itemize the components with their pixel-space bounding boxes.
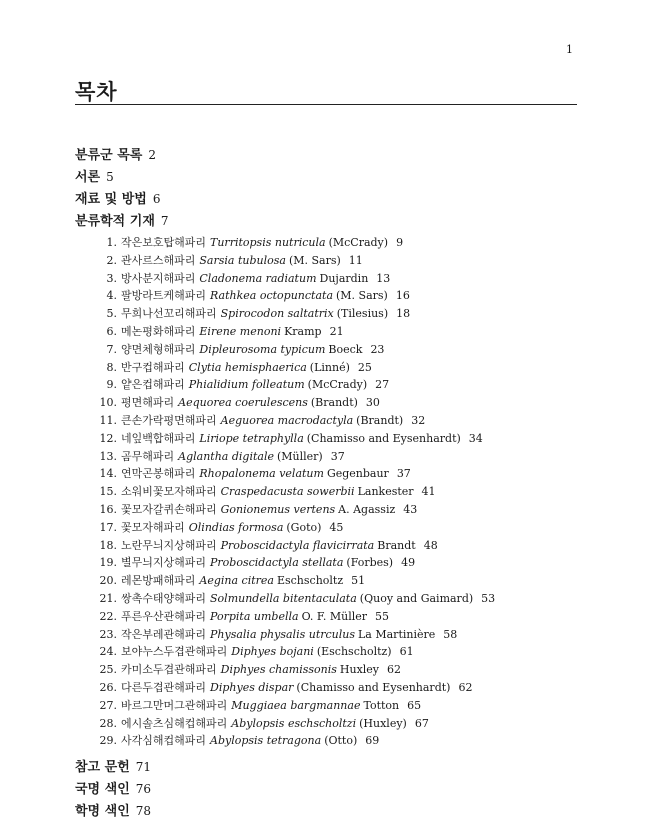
entry-author: (Otto) — [324, 734, 358, 748]
entry-author: Dujardin — [319, 271, 369, 285]
entry-korean-name: 꽃모자해파리 — [121, 520, 185, 534]
entry-korean-name: 소워비꽃모자해파리 — [121, 485, 217, 499]
toc-entry[interactable] — [75, 483, 577, 501]
entry-scientific-name: Diphyes bojani — [231, 645, 314, 659]
entry-author: (Chamisso and Eysenhardt) — [296, 680, 451, 694]
entry-scientific-name: Eirene menoni — [199, 324, 282, 338]
entry-korean-name: 카미소두겹관해파리 — [121, 663, 217, 677]
toc-entry[interactable] — [75, 590, 577, 608]
toc-entry[interactable] — [75, 501, 577, 519]
entry-korean-name: 다른두겹관해파리 — [121, 680, 207, 694]
entry-number: 25. — [99, 663, 117, 677]
toc-section-label: 학명 색인 — [75, 804, 130, 820]
entry-korean-name: 메논평화해파리 — [121, 324, 196, 338]
entry-scientific-name: Diphyes chamissonis — [220, 663, 337, 677]
entry-korean-name: 평면해파리 — [121, 396, 175, 410]
toc-entry[interactable] — [75, 270, 577, 288]
entry-scientific-name: Proboscidactyla flavicirrata — [220, 538, 375, 552]
toc-entry[interactable] — [75, 341, 577, 359]
entry-korean-name: 얕은컵해파리 — [121, 378, 185, 392]
entry-page: 30 — [365, 396, 380, 410]
entry-page: 32 — [411, 413, 426, 427]
entry-number: 12. — [99, 431, 117, 445]
entry-scientific-name: Porpita umbella — [210, 609, 299, 623]
toc-entry[interactable] — [75, 252, 577, 270]
entry-korean-name: 푸른우산관해파리 — [121, 609, 207, 623]
entry-scientific-name: Gonionemus vertens — [220, 502, 336, 516]
entry-scientific-name: Solmundella bitentaculata — [210, 591, 357, 605]
entry-number: 23. — [99, 627, 117, 641]
toc-section-row[interactable] — [75, 188, 577, 210]
entry-korean-name: 사각심해컵해파리 — [121, 734, 207, 748]
entry-scientific-name: Phialidium folleatum — [188, 378, 305, 392]
toc-entry[interactable] — [75, 376, 577, 394]
entry-page: 43 — [403, 502, 418, 516]
entry-korean-name: 무희나선꼬리해파리 — [121, 307, 217, 321]
entry-author: (Brandt) — [356, 413, 404, 427]
entry-page: 69 — [365, 734, 380, 748]
entry-scientific-name: Aequorea coerulescens — [178, 396, 308, 410]
entry-korean-name: 노란무늬지상해파리 — [121, 538, 217, 552]
entry-author: O. F. Müller — [301, 609, 367, 623]
toc-section-label: 참고 문헌 — [75, 760, 130, 776]
entry-number: 17. — [99, 520, 117, 534]
entry-korean-name: 관사르스해파리 — [121, 253, 196, 267]
toc-entry[interactable] — [75, 679, 577, 697]
entry-scientific-name: Clytia hemisphaerica — [188, 360, 307, 374]
species-entry-list — [75, 234, 577, 750]
entry-scientific-name: Craspedacusta sowerbii — [220, 485, 355, 499]
toc-entry[interactable] — [75, 554, 577, 572]
toc-section-row[interactable] — [75, 778, 577, 800]
entry-page: 37 — [396, 467, 411, 481]
entry-scientific-name: Aeguorea macrodactyla — [220, 413, 354, 427]
table-of-contents — [75, 144, 577, 822]
entry-author: (McCrady) — [328, 236, 389, 249]
entry-author: Boeck — [328, 342, 363, 356]
toc-entry[interactable] — [75, 697, 577, 715]
entry-scientific-name: Physalia physalis utrculus — [210, 627, 355, 641]
page-title: 목차 — [75, 79, 118, 104]
entry-page: 16 — [395, 289, 410, 303]
toc-section-label: 분류학적 기재 — [75, 214, 155, 229]
toc-section-row[interactable] — [75, 166, 577, 188]
entry-page: 53 — [481, 591, 496, 605]
toc-section-label: 재료 및 방법 — [75, 192, 147, 207]
toc-entry[interactable] — [75, 643, 577, 661]
entry-scientific-name: Liriope tetraphylla — [199, 431, 304, 445]
entry-page: 65 — [407, 698, 422, 712]
entry-number: 2. — [106, 253, 117, 267]
entry-korean-name: 작은보호탑해파리 — [121, 236, 207, 249]
entry-author: Totton — [363, 698, 400, 712]
entry-number: 13. — [99, 449, 117, 463]
entry-author: (Eschscholtz) — [316, 645, 392, 659]
toc-section-label: 국명 색인 — [75, 782, 130, 798]
entry-korean-name: 큰손가락평면해파리 — [121, 413, 217, 427]
entry-korean-name: 레몬방패해파리 — [121, 574, 196, 588]
entry-scientific-name: Rathkea octopunctata — [210, 289, 333, 303]
entry-author: (Quoy and Gaimard) — [359, 591, 474, 605]
page-number: 1 — [566, 43, 573, 56]
toc-entry[interactable] — [75, 430, 577, 448]
entry-page: 41 — [421, 485, 436, 499]
entry-page: 62 — [387, 663, 402, 677]
toc-entry[interactable] — [75, 359, 577, 377]
entry-number: 21. — [99, 591, 117, 605]
toc-entry[interactable] — [75, 412, 577, 430]
toc-section-label: 분류군 목록 — [75, 148, 143, 163]
toc-entry[interactable] — [75, 323, 577, 341]
entry-page: 9 — [396, 236, 404, 249]
entry-number: 3. — [106, 271, 117, 285]
entry-number: 5. — [106, 307, 117, 321]
toc-entry[interactable] — [75, 287, 577, 305]
entry-number: 15. — [99, 485, 117, 499]
entry-korean-name: 연막곤봉해파리 — [121, 467, 196, 481]
entry-scientific-name: Spirocodon saltatrix — [220, 307, 334, 321]
entry-page: 61 — [399, 645, 414, 659]
toc-section-page: 71 — [135, 760, 152, 775]
entry-korean-name: 보야누스두겹관해파리 — [121, 645, 228, 659]
toc-entry[interactable] — [75, 305, 577, 323]
toc-entry[interactable] — [75, 234, 577, 252]
entry-korean-name: 반구컵해파리 — [121, 360, 185, 374]
entry-page: 21 — [329, 324, 344, 338]
entry-number: 19. — [99, 556, 117, 570]
entry-scientific-name: Abylopsis eschscholtzi — [231, 716, 357, 730]
entry-author: (M. Sars) — [288, 253, 341, 267]
entry-scientific-name: Diphyes dispar — [210, 680, 294, 694]
entry-author: A. Agassiz — [338, 502, 396, 516]
entry-page: 13 — [376, 271, 391, 285]
toc-entry[interactable] — [75, 608, 577, 626]
entry-korean-name: 에시솔츠심해컵해파리 — [121, 716, 228, 730]
entry-scientific-name: Olindias formosa — [188, 520, 284, 534]
entry-scientific-name: Turritopsis nutricula — [210, 236, 326, 249]
entry-author: (Linné) — [309, 360, 350, 374]
entry-korean-name: 작은부레관해파리 — [121, 627, 207, 641]
entry-author: (Brandt) — [310, 396, 358, 410]
entry-author: (Huxley) — [359, 716, 407, 730]
entry-page: 67 — [414, 716, 429, 730]
sections-before — [75, 144, 577, 232]
entry-scientific-name: Rhopalonema velatum — [199, 467, 324, 481]
toc-section-row[interactable] — [75, 144, 577, 166]
entry-author: (Goto) — [286, 520, 322, 534]
entry-number: 22. — [99, 609, 117, 623]
entry-scientific-name: Dipleurosoma typicum — [199, 342, 326, 356]
entry-author: (M. Sars) — [336, 289, 388, 303]
entry-number: 11. — [99, 413, 117, 427]
entry-page: 37 — [330, 449, 345, 463]
entry-korean-name: 쌍촉수태양해파리 — [121, 591, 207, 605]
entry-korean-name: 네잎백합해파리 — [121, 431, 196, 445]
toc-section-row[interactable] — [75, 756, 577, 778]
entry-page: 27 — [375, 378, 390, 392]
toc-entry[interactable] — [75, 626, 577, 644]
sections-after — [75, 756, 577, 822]
toc-entry[interactable] — [75, 519, 577, 537]
entry-number: 4. — [106, 289, 117, 303]
entry-page: 18 — [396, 307, 411, 321]
entry-korean-name: 바르그만머그관해파리 — [121, 698, 228, 712]
entry-page: 49 — [401, 556, 416, 570]
toc-entry[interactable] — [75, 661, 577, 679]
entry-number: 18. — [99, 538, 117, 552]
toc-entry[interactable] — [75, 732, 577, 750]
entry-page: 34 — [468, 431, 483, 445]
toc-entry[interactable] — [75, 448, 577, 466]
entry-scientific-name: Abylopsis tetragona — [210, 734, 322, 748]
entry-scientific-name: Cladonema radiatum — [199, 271, 317, 285]
entry-number: 1. — [106, 236, 117, 249]
entry-author: (Chamisso and Eysenhardt) — [306, 431, 461, 445]
entry-number: 27. — [99, 698, 117, 712]
entry-page: 62 — [458, 680, 473, 694]
toc-section-row[interactable] — [75, 210, 577, 232]
entry-scientific-name: Muggiaea bargmannae — [231, 698, 361, 712]
entry-page: 55 — [375, 609, 389, 623]
entry-page: 58 — [443, 627, 458, 641]
entry-author: (McCrady) — [307, 378, 368, 392]
entry-number: 26. — [99, 680, 117, 694]
entry-page: 45 — [329, 520, 344, 534]
entry-number: 7. — [106, 342, 117, 356]
entry-author: Huxley — [339, 663, 380, 677]
entry-page: 23 — [370, 342, 385, 356]
toc-section-page: 2 — [148, 148, 156, 162]
entry-author: Kramp — [284, 324, 322, 338]
entry-scientific-name: Sarsia tubulosa — [199, 253, 286, 267]
entry-scientific-name: Aegina citrea — [199, 574, 274, 588]
entry-author: (Tilesius) — [336, 307, 389, 321]
entry-number: 8. — [106, 360, 117, 374]
entry-page: 51 — [351, 574, 366, 588]
toc-entry[interactable] — [75, 537, 577, 555]
toc-section-page: 76 — [135, 782, 152, 797]
entry-number: 14. — [99, 467, 117, 481]
entry-korean-name: 방사분지해파리 — [121, 271, 196, 285]
entry-author: Lankester — [357, 485, 414, 499]
toc-entry[interactable] — [75, 394, 577, 412]
entry-number: 16. — [99, 502, 117, 516]
entry-author: La Martinière — [358, 627, 436, 641]
entry-korean-name: 양면체형해파리 — [121, 342, 196, 356]
entry-page: 48 — [423, 538, 438, 552]
entry-korean-name: 팔방라트케해파리 — [121, 289, 207, 303]
entry-korean-name: 곰무해파리 — [121, 449, 175, 463]
title-rule — [75, 104, 577, 105]
entry-page: 11 — [348, 253, 363, 267]
entry-author: Brandt — [377, 538, 416, 552]
toc-section-label: 서론 — [75, 170, 101, 185]
entry-korean-name: 별무늬지상해파리 — [121, 556, 207, 570]
toc-entry[interactable] — [75, 572, 577, 590]
entry-scientific-name: Aglantha digitale — [178, 449, 274, 463]
entry-korean-name: 꽃모자갈퀴손해파리 — [121, 502, 217, 516]
entry-number: 29. — [99, 734, 117, 748]
toc-section-page: 5 — [106, 170, 114, 184]
entry-number: 6. — [106, 324, 117, 338]
toc-section-page: 7 — [160, 214, 169, 228]
entry-author: Eschscholtz — [276, 574, 344, 588]
entry-page: 25 — [357, 360, 372, 374]
entry-number: 9. — [106, 378, 117, 392]
entry-author: (Forbes) — [346, 556, 394, 570]
toc-entry[interactable] — [75, 465, 577, 483]
toc-entry[interactable] — [75, 715, 577, 733]
toc-section-row[interactable] — [75, 800, 577, 822]
entry-author: (Müller) — [276, 449, 323, 463]
toc-section-page: 78 — [135, 804, 152, 819]
entry-number: 28. — [99, 716, 117, 730]
entry-number: 24. — [99, 645, 117, 659]
entry-author: Gegenbaur — [326, 467, 389, 481]
entry-scientific-name: Proboscidactyla stellata — [210, 556, 344, 570]
entry-number: 10. — [99, 396, 117, 410]
entry-number: 20. — [99, 574, 117, 588]
toc-section-page: 6 — [152, 192, 161, 206]
